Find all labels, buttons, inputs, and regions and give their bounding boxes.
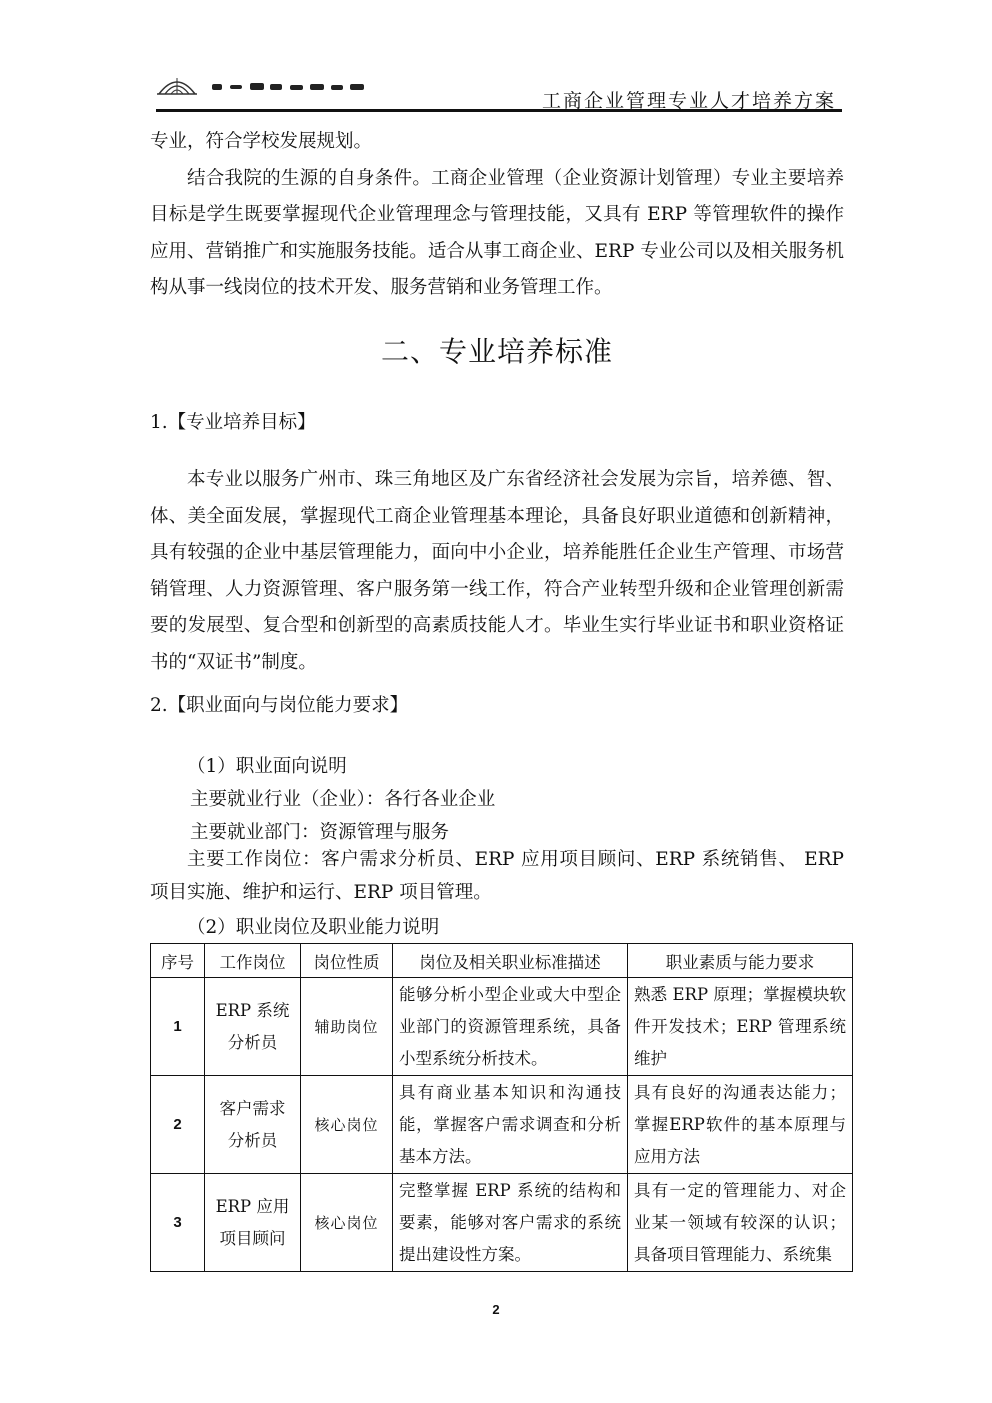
item1-body-block	[150, 462, 844, 681]
header-divider	[156, 109, 842, 112]
employment-positions: 主要工作岗位：客户需求分析员、ERP 应用项目顾问、ERP 系统销售、 ERP 项目实施、维护和运行、ERP 项目管理。	[150, 849, 844, 903]
job-ability-table	[150, 943, 853, 1272]
item2-sub2: （2）职业岗位及职业能力说明	[187, 917, 440, 938]
row-req: 具有一定的管理能力、对企业某一领域有较深的认识；具备项目管理能力、系统集	[628, 1174, 853, 1272]
page-number: 2	[492, 1302, 500, 1317]
row-desc: 具有商业基本知识和沟通技能，掌握客户需求调查和分析基本方法。	[393, 1076, 628, 1174]
row-job	[205, 978, 301, 1076]
row-job	[205, 1076, 301, 1174]
school-emblem-icon	[156, 74, 198, 96]
table-header-row	[151, 944, 853, 978]
header-job: 工作岗位	[205, 944, 301, 978]
intro-paragraph-2: 结合我院的生源的自身条件。工商企业管理（企业资源计划管理）专业主要培养目标是学生既要掌握现代企业管理理念与管理技能，又具有 ERP 等管理软件的操作应用、营销推广和实施服务技能。适合从事工商企业、ERP 专业公司以及相关服务机构从事一线岗位的技术开发、服务营销和业务管理工作。	[150, 167, 844, 298]
employment-department: 主要就业部门：资源管理与服务	[190, 822, 450, 843]
row-job-line2: 分析员	[227, 1130, 278, 1150]
intro-paragraph-1: 专业，符合学校发展规划。	[150, 131, 373, 152]
row-type: 核心岗位	[301, 1174, 393, 1272]
row-seq: 1	[151, 978, 205, 1076]
row-job-line1: ERP 系统	[215, 1000, 290, 1020]
table-row	[151, 1174, 853, 1272]
header-req: 职业素质与能力要求	[628, 944, 853, 978]
header-seq: 序号	[151, 944, 205, 978]
row-job-line2: 分析员	[227, 1032, 278, 1052]
row-desc: 完整掌握 ERP 系统的结构和要素，能够对客户需求的系统提出建设性方案。	[393, 1174, 628, 1272]
intro-section	[150, 124, 844, 307]
item2-sub1: （1）职业面向说明	[187, 756, 347, 777]
row-seq: 3	[151, 1174, 205, 1272]
school-logo	[156, 74, 376, 98]
row-type: 核心岗位	[301, 1076, 393, 1174]
row-job	[205, 1174, 301, 1272]
positions-block	[150, 843, 844, 909]
document-title: 工商企业管理专业人才培养方案	[541, 90, 836, 112]
item1-heading: 1.【专业培养目标】	[150, 412, 316, 433]
row-job-line2: 项目顾问	[219, 1228, 286, 1248]
header-type: 岗位性质	[301, 944, 393, 978]
row-type: 辅助岗位	[301, 978, 393, 1076]
row-job-line1: 客户需求	[219, 1098, 286, 1118]
item1-body: 本专业以服务广州市、珠三角地区及广东省经济社会发展为宗旨，培养德、智、体、美全面发展，掌握现代工商企业管理基本理论，具备良好职业道德和创新精神，具有较强的企业中基层管理能力，面向中小企业，培养能胜任企业生产管理、市场营销管理、人力资源管理、客户服务第一线工作，符合产业转型升级和企业管理创新需要的发展型、复合型和创新型的高素质技能人才。毕业生实行毕业证书和职业资格证书的“双证书”制度。	[150, 469, 844, 673]
section-title: 二、专业培养标准	[380, 335, 613, 368]
row-job-line1: ERP 应用	[215, 1196, 290, 1216]
row-desc: 能够分析小型企业或大中型企业部门的资源管理系统，具备小型系统分析技术。	[393, 978, 628, 1076]
header-desc: 岗位及相关职业标准描述	[393, 944, 628, 978]
table-row	[151, 1076, 853, 1174]
row-req: 熟悉 ERP 原理；掌握模块软件开发技术；ERP 管理系统维护	[628, 978, 853, 1076]
table-row	[151, 978, 853, 1076]
school-name-calligraphy	[210, 82, 380, 92]
row-req: 具有良好的沟通表达能力；掌握ERP软件的基本原理与应用方法	[628, 1076, 853, 1174]
page-header	[152, 68, 842, 112]
row-seq: 2	[151, 1076, 205, 1174]
item2-heading: 2.【职业面向与岗位能力要求】	[150, 695, 409, 716]
employment-industry: 主要就业行业（企业）：各行各业企业	[190, 789, 496, 810]
